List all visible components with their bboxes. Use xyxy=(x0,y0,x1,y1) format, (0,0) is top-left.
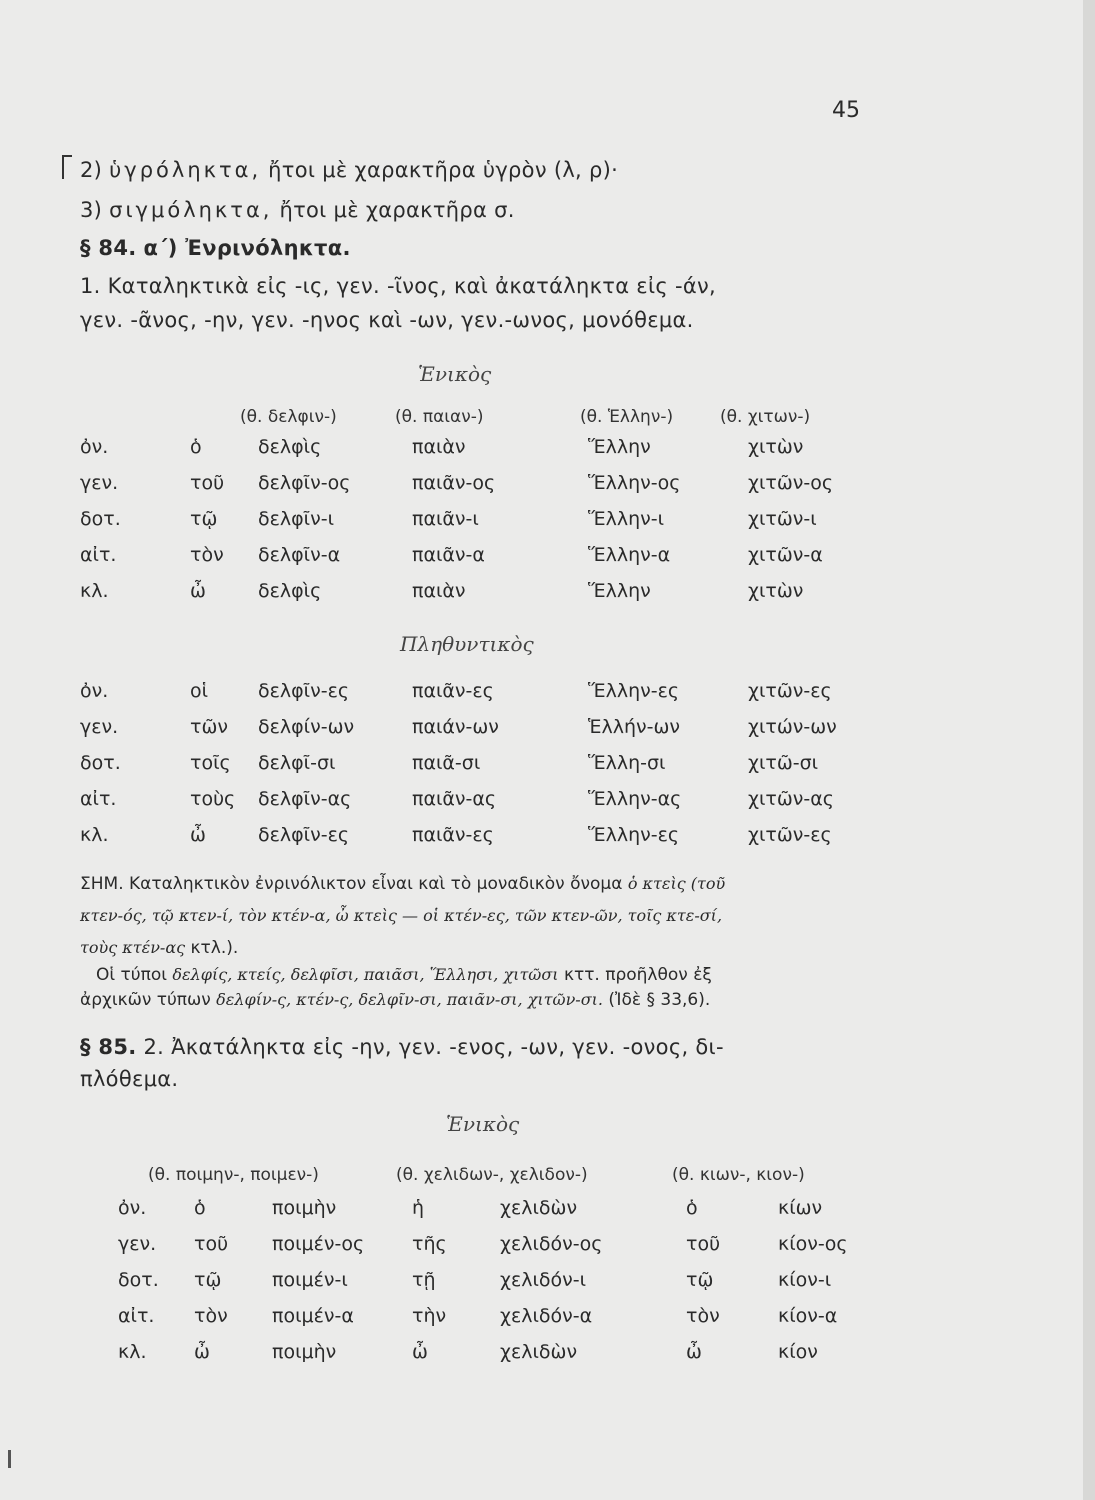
form-delphis: δελφῖν-ες xyxy=(258,824,349,846)
article: τὸν xyxy=(190,544,224,566)
form-chelidon: χελιδόν-α xyxy=(500,1305,593,1327)
form-paian: παιᾶν-ες xyxy=(412,680,494,702)
form-chiton: χιτῶν-ες xyxy=(748,680,832,702)
form-chelidon: χελιδόν-ος xyxy=(500,1233,603,1255)
stem-header-chiton: (θ. χιτων-) xyxy=(720,407,811,427)
plural-heading: Πληθυντικὸς xyxy=(400,632,534,656)
article-masc-2: τῷ xyxy=(686,1269,714,1291)
margin-mark xyxy=(8,1450,11,1468)
form-chelidon: χελιδὼν xyxy=(500,1197,578,1219)
form-delphis: δελφῖν-α xyxy=(258,544,341,566)
form-poimen: ποιμὴν xyxy=(272,1197,337,1219)
form-chiton: χιτῶν-α xyxy=(748,544,823,566)
form-kion: κίον-ος xyxy=(778,1233,848,1255)
article: τῶν xyxy=(190,716,228,738)
page-number: 45 xyxy=(832,98,860,123)
article-masc: τοῦ xyxy=(194,1233,229,1255)
case-label: δοτ. xyxy=(80,752,121,774)
form-chiton: χιτῶ-σι xyxy=(748,752,819,774)
form-delphis: δελφῖν-ος xyxy=(258,472,351,494)
form-kion: κίον xyxy=(778,1341,818,1363)
form-chiton: χιτὼν xyxy=(748,436,804,458)
form-paian: παιᾶν-α xyxy=(412,544,485,566)
stem-header-paian: (θ. παιαν-) xyxy=(395,407,484,427)
note-line-1: ΣΗΜ. Καταληκτικὸν ἐνρινόλικτον εἶναι καὶ τὸ μοναδικὸν ὄνομα ὁ κτεὶς (τοῦ xyxy=(80,874,726,894)
case-label: ὀν. xyxy=(80,436,109,458)
case-label: αἰτ. xyxy=(80,544,117,566)
corner-bracket-mark xyxy=(62,155,72,179)
stem-header-chelidon: (θ. χελιδων-, χελιδον-) xyxy=(396,1165,588,1185)
case-label: δοτ. xyxy=(118,1269,159,1291)
form-hellen: Ἕλλην-ι xyxy=(588,508,665,530)
page-edge-shadow xyxy=(1083,0,1095,1500)
case-label: κλ. xyxy=(80,580,109,602)
form-delphis: δελφῖν-ι xyxy=(258,508,334,530)
form-hellen: Ἕλλην-ες xyxy=(588,680,680,702)
case-label: κλ. xyxy=(80,824,109,846)
article: οἱ xyxy=(190,680,209,702)
form-kion: κίον-α xyxy=(778,1305,838,1327)
form-chiton: χιτῶν-ες xyxy=(748,824,832,846)
case-label: αἰτ. xyxy=(118,1305,155,1327)
case-label: γεν. xyxy=(80,716,119,738)
article: τοῦ xyxy=(190,472,225,494)
case-label: αἰτ. xyxy=(80,788,117,810)
form-hellen: Ἕλλην xyxy=(588,436,651,458)
note-line-3: τοὺς κτέν-ας κτλ.). xyxy=(80,938,239,958)
stem-header-delphin: (θ. δελφιν-) xyxy=(240,407,337,427)
case-label: δοτ. xyxy=(80,508,121,530)
form-delphis: δελφίν-ων xyxy=(258,716,355,738)
form-chiton: χιτῶν-ος xyxy=(748,472,833,494)
form-poimen: ποιμέν-ος xyxy=(272,1233,365,1255)
form-paian: παιᾶν-ες xyxy=(412,824,494,846)
form-paian: παιᾶν-ος xyxy=(412,472,496,494)
article-masc: ὦ xyxy=(194,1341,210,1363)
form-paian: παιᾶν-ας xyxy=(412,788,497,810)
article-fem: ὦ xyxy=(412,1341,428,1363)
article: ὦ xyxy=(190,580,206,602)
stem-header-poimen: (θ. ποιμην-, ποιμεν-) xyxy=(148,1165,319,1185)
form-poimen: ποιμέν-α xyxy=(272,1305,354,1327)
section-84-heading: § 84. α΄) Ἐνρινόληκτα. xyxy=(80,236,351,260)
case-label: γεν. xyxy=(118,1233,157,1255)
table2-singular-heading: Ἑνικὸς xyxy=(446,1112,520,1136)
form-delphis: δελφῖν-ες xyxy=(258,680,349,702)
section-85-line-2: πλόθεμα. xyxy=(80,1067,179,1091)
singular-heading: Ἑνικὸς xyxy=(418,362,492,386)
form-hellen: Ἕλλην-ες xyxy=(588,824,680,846)
form-kion: κίων xyxy=(778,1197,823,1219)
article-masc-2: τὸν xyxy=(686,1305,720,1327)
article: ὦ xyxy=(190,824,206,846)
form-paian: παιᾶ-σι xyxy=(412,752,481,774)
stem-header-hellen: (θ. Ἑλλην-) xyxy=(580,407,674,427)
rule-1-line-1: 1. Καταληκτικὰ εἰς -ις, γεν. -ῖνος, καὶ ἀκατάληκτα εἰς -άν, xyxy=(80,274,716,298)
article-fem: ἡ xyxy=(412,1197,425,1219)
case-label: ὀν. xyxy=(118,1197,147,1219)
note-line-2: κτεν-ός, τῷ κτεν-ί, τὸν κτέν-α, ὦ κτεὶς — οἱ κτέν-ες, τῶν κτεν-ῶν, τοῖς κτε-σί, xyxy=(80,906,723,925)
term-sigmolekta: σιγμόληκτα, xyxy=(109,198,273,222)
list-item-3: 3) σιγμόληκτα, ἤτοι μὲ χαρακτῆρα σ. xyxy=(80,198,515,222)
case-label: γεν. xyxy=(80,472,119,494)
article-masc: ὁ xyxy=(194,1197,206,1219)
form-poimen: ποιμέν-ι xyxy=(272,1269,348,1291)
form-chiton: χιτῶν-ι xyxy=(748,508,817,530)
form-kion: κίον-ι xyxy=(778,1269,832,1291)
article: ὁ xyxy=(190,436,202,458)
form-hellen: Ἕλλην xyxy=(588,580,651,602)
rule-1-line-2: γεν. -ᾶνος, -ην, γεν. -ηνος καὶ -ων, γεν.-ωνος, μονόθεμα. xyxy=(80,308,694,332)
article-masc-2: τοῦ xyxy=(686,1233,721,1255)
article-fem: τῇ xyxy=(412,1269,436,1291)
form-hellen: Ἕλλην-α xyxy=(588,544,671,566)
form-hellen: Ἕλλην-ας xyxy=(588,788,682,810)
article: τοῖς xyxy=(190,752,231,774)
form-delphis: δελφὶς xyxy=(258,580,322,602)
article-masc-2: ὦ xyxy=(686,1341,702,1363)
form-chiton: χιτὼν xyxy=(748,580,804,602)
stem-header-kion: (θ. κιων-, κιον-) xyxy=(672,1165,805,1185)
case-label: κλ. xyxy=(118,1341,147,1363)
note-line-5: ἀρχικῶν τύπων δελφίν-ς, κτέν-ς, δελφῖν-σι, παιᾶν-σι, χιτῶν-σι. (Ἰδὲ § 33,6). xyxy=(80,990,711,1010)
form-hellen: Ἕλλην-ος xyxy=(588,472,681,494)
form-delphis: δελφῖ-σι xyxy=(258,752,336,774)
list-item-2: 2) ὑγρόληκτα, ἤτοι μὲ χαρακτῆρα ὑγρὸν (λ, ρ)· xyxy=(80,158,619,182)
form-delphis: δελφῖν-ας xyxy=(258,788,352,810)
case-label: ὀν. xyxy=(80,680,109,702)
article-fem: τὴν xyxy=(412,1305,447,1327)
section-85-line-1: § 85. 2. Ἀκατάληκτα εἰς -ην, γεν. -ενος, -ων, γεν. -ονος, δι- xyxy=(80,1035,724,1059)
form-hellen: Ἕλλη-σι xyxy=(588,752,666,774)
form-chelidon: χελιδὼν xyxy=(500,1341,578,1363)
term-hygroleкta: ὑγρόληκτα, xyxy=(109,158,262,182)
form-poimen: ποιμὴν xyxy=(272,1341,337,1363)
form-delphis: δελφὶς xyxy=(258,436,322,458)
form-paian: παιὰν xyxy=(412,580,466,602)
form-paian: παιὰν xyxy=(412,436,466,458)
article-masc-2: ὁ xyxy=(686,1197,698,1219)
article-masc: τὸν xyxy=(194,1305,228,1327)
form-chiton: χιτών-ων xyxy=(748,716,837,738)
form-hellen: Ἑλλήν-ων xyxy=(588,716,681,738)
form-paian: παιᾶν-ι xyxy=(412,508,479,530)
form-chiton: χιτῶν-ας xyxy=(748,788,834,810)
article-masc: τῷ xyxy=(194,1269,222,1291)
form-chelidon: χελιδόν-ι xyxy=(500,1269,587,1291)
article: τοὺς xyxy=(190,788,236,810)
article-fem: τῆς xyxy=(412,1233,447,1255)
form-paian: παιάν-ων xyxy=(412,716,499,738)
note-line-4: Οἱ τύποι δελφίς, κτείς, δελφῖσι, παιᾶσι, Ἕλλησι, χιτῶσι κττ. προῆλθον ἐξ xyxy=(96,965,712,985)
article: τῷ xyxy=(190,508,218,530)
